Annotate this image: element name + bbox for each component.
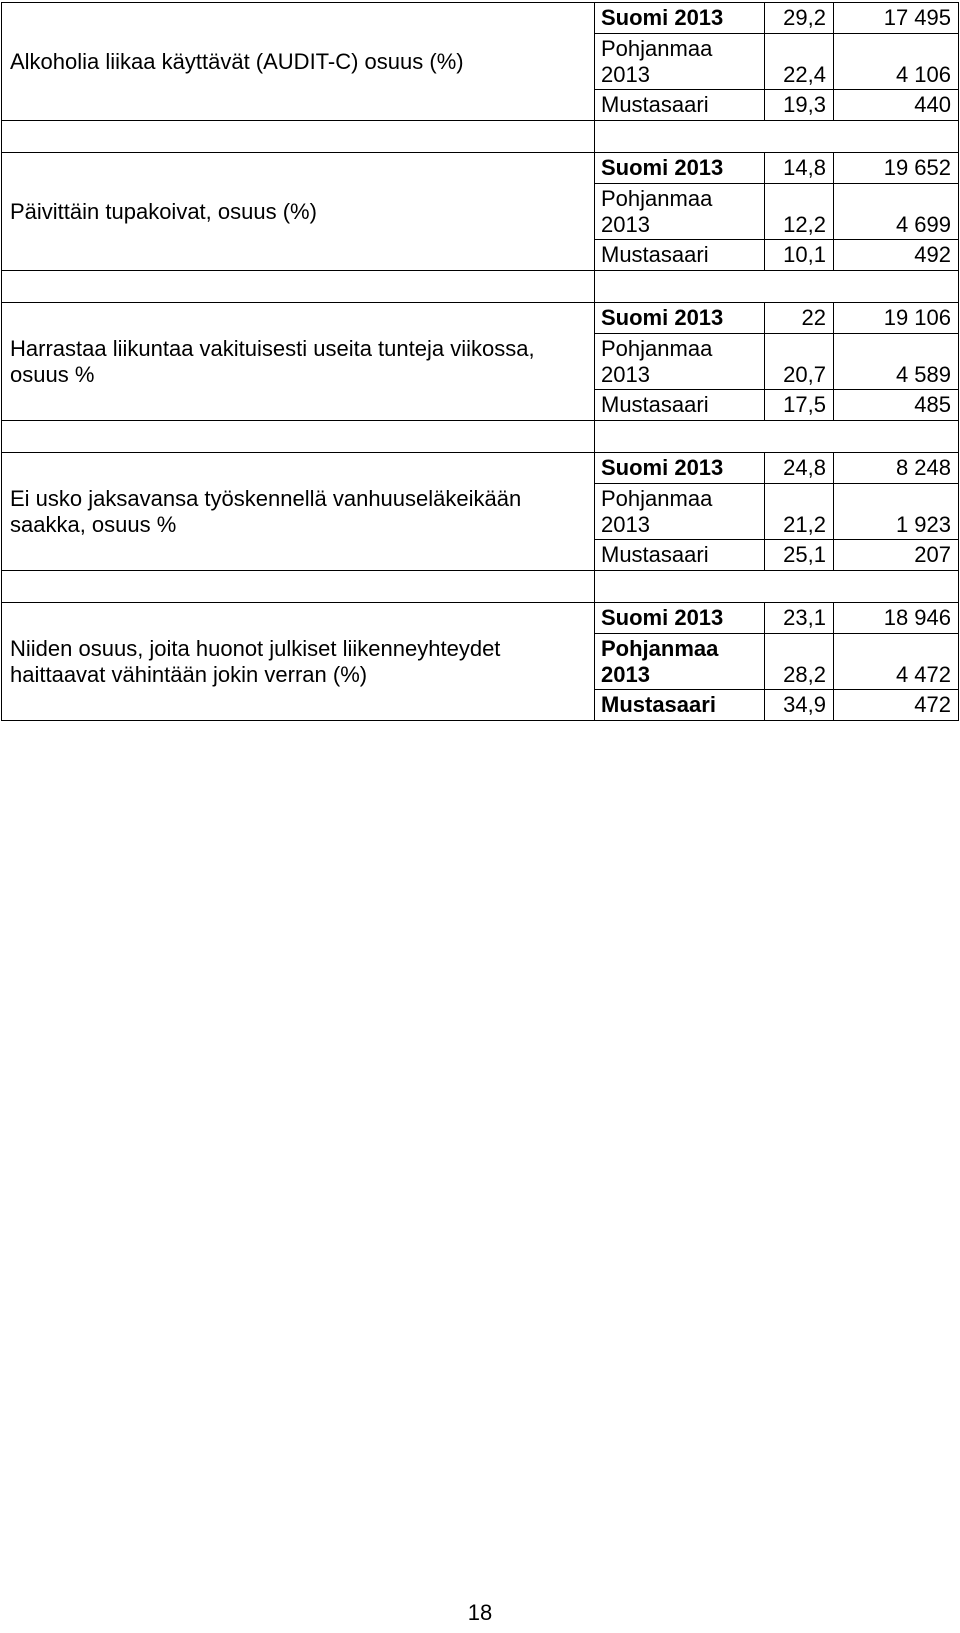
count-cell: 4 699 <box>834 184 959 240</box>
area-cell: Suomi 2013 <box>595 153 765 184</box>
area-cell: Suomi 2013 <box>595 303 765 334</box>
empty-cell <box>2 571 595 603</box>
value-cell: 25,1 <box>765 540 834 571</box>
area-cell: Mustasaari <box>595 90 765 121</box>
area-cell: Pohjanmaa 2013 <box>595 484 765 540</box>
count-cell: 4 589 <box>834 334 959 390</box>
table-row <box>2 603 959 634</box>
spacer-row <box>2 571 959 603</box>
value-cell: 17,5 <box>765 390 834 421</box>
indicator-label: Harrastaa liikuntaa vakituisesti useita tunteja viikossa, osuus % <box>2 303 595 421</box>
value-cell: 28,2 <box>765 634 834 690</box>
empty-cell <box>2 121 595 153</box>
area-cell: Mustasaari <box>595 690 765 721</box>
indicator-table <box>1 2 959 721</box>
value-cell: 29,2 <box>765 3 834 34</box>
empty-cell <box>595 121 959 153</box>
value-cell: 24,8 <box>765 453 834 484</box>
count-cell: 440 <box>834 90 959 121</box>
value-cell: 10,1 <box>765 240 834 271</box>
count-cell: 17 495 <box>834 3 959 34</box>
value-cell: 22 <box>765 303 834 334</box>
empty-cell <box>595 421 959 453</box>
empty-cell <box>595 271 959 303</box>
count-cell: 18 946 <box>834 603 959 634</box>
spacer-row <box>2 271 959 303</box>
table-row <box>2 303 959 334</box>
empty-cell <box>2 421 595 453</box>
area-cell: Pohjanmaa 2013 <box>595 34 765 90</box>
count-cell: 472 <box>834 690 959 721</box>
value-cell: 14,8 <box>765 153 834 184</box>
value-cell: 19,3 <box>765 90 834 121</box>
area-cell: Suomi 2013 <box>595 603 765 634</box>
value-cell: 20,7 <box>765 334 834 390</box>
page-number: 18 <box>467 1600 493 1625</box>
table-row <box>2 3 959 34</box>
spacer-row <box>2 421 959 453</box>
area-cell: Pohjanmaa 2013 <box>595 184 765 240</box>
count-cell: 207 <box>834 540 959 571</box>
area-cell: Mustasaari <box>595 240 765 271</box>
empty-cell <box>2 271 595 303</box>
area-cell: Mustasaari <box>595 540 765 571</box>
area-cell: Suomi 2013 <box>595 3 765 34</box>
value-cell: 12,2 <box>765 184 834 240</box>
table-row <box>2 153 959 184</box>
area-cell: Mustasaari <box>595 390 765 421</box>
area-cell: Pohjanmaa 2013 <box>595 334 765 390</box>
table-row <box>2 453 959 484</box>
indicator-label: Ei usko jaksavansa työskennellä vanhuuseläkeikään saakka, osuus % <box>2 453 595 571</box>
count-cell: 8 248 <box>834 453 959 484</box>
value-cell: 22,4 <box>765 34 834 90</box>
value-cell: 21,2 <box>765 484 834 540</box>
value-cell: 34,9 <box>765 690 834 721</box>
indicator-label: Alkoholia liikaa käyttävät (AUDIT-C) osuus (%) <box>2 3 595 121</box>
spacer-row <box>2 121 959 153</box>
indicator-label: Niiden osuus, joita huonot julkiset liikenneyhteydet haittaavat vähintään jokin verran (%) <box>2 603 595 721</box>
count-cell: 4 472 <box>834 634 959 690</box>
empty-cell <box>595 571 959 603</box>
count-cell: 19 652 <box>834 153 959 184</box>
count-cell: 4 106 <box>834 34 959 90</box>
area-cell: Pohjanmaa 2013 <box>595 634 765 690</box>
count-cell: 492 <box>834 240 959 271</box>
area-cell: Suomi 2013 <box>595 453 765 484</box>
indicator-label: Päivittäin tupakoivat, osuus (%) <box>2 153 595 271</box>
value-cell: 23,1 <box>765 603 834 634</box>
count-cell: 1 923 <box>834 484 959 540</box>
count-cell: 485 <box>834 390 959 421</box>
count-cell: 19 106 <box>834 303 959 334</box>
